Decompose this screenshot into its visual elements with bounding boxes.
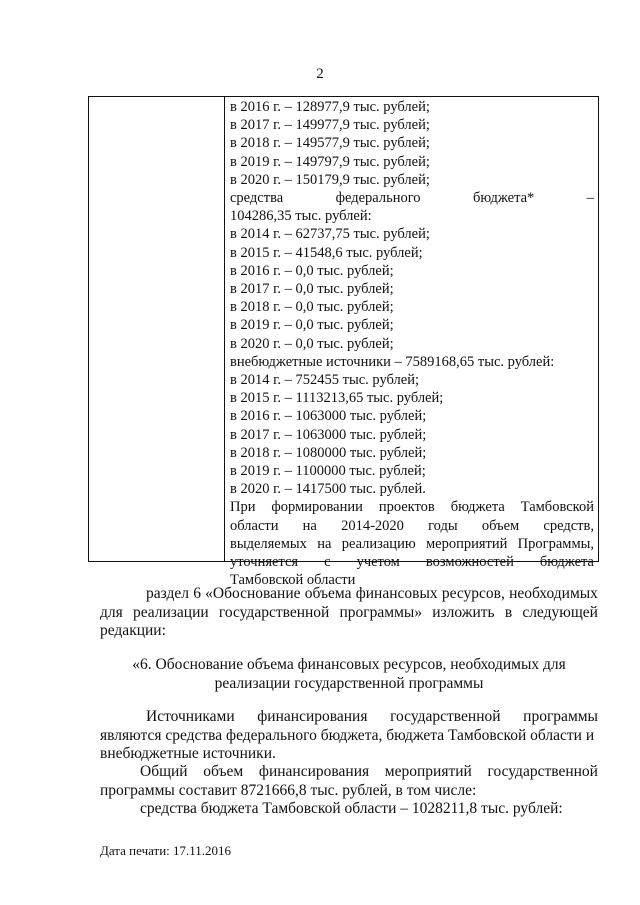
- word: ресурсов,: [441, 585, 505, 602]
- note-line: [230, 553, 594, 571]
- federal-year-line: в 2016 г. – 0,0 тыс. рублей;: [230, 262, 394, 279]
- section-intro-line-2: [100, 604, 598, 623]
- word: государственной: [487, 763, 598, 780]
- word: для: [100, 603, 123, 621]
- word: –: [586, 190, 594, 207]
- word: следующей: [522, 603, 598, 621]
- federal-years-list: [230, 225, 594, 352]
- section-heading-line-2: реализации государственной программы: [214, 674, 484, 692]
- word: 6: [193, 585, 201, 602]
- note-line: [230, 535, 594, 553]
- funding-lines-top: [230, 98, 594, 189]
- extrabudget-year-line: в 2016 г. – 1063000 тыс. рублей;: [230, 408, 427, 425]
- word: реализацию: [341, 535, 416, 552]
- budget-note-last-line: Тамбовской области: [230, 572, 356, 589]
- table-right-column: [226, 97, 598, 589]
- word: финансирования: [257, 708, 368, 725]
- word: государственной: [390, 708, 501, 725]
- federal-budget-label: [230, 189, 594, 207]
- word: учетом: [356, 554, 400, 571]
- word: изложить: [432, 603, 495, 621]
- word: Источниками: [146, 708, 235, 725]
- word: с: [324, 554, 331, 571]
- word: выделяемых: [230, 535, 307, 552]
- extrabudget-year-line: в 2015 г. – 1113213,65 тыс. рублей;: [230, 390, 444, 407]
- word: средств,: [543, 517, 594, 534]
- funding-year-line: в 2017 г. – 149977,9 тыс. рублей;: [230, 117, 430, 134]
- section-intro-line-3: редакции:: [100, 622, 166, 639]
- body-p1-line-1: [100, 708, 598, 727]
- funding-year-line: в 2020 г. – 150179,9 тыс. рублей;: [230, 171, 430, 188]
- federal-budget-total: 104286,35 тыс. рублей:: [230, 208, 372, 225]
- word: Тамбовской: [520, 499, 594, 516]
- extrabudget-total: внебюджетные источники – 7589168,65 тыс. рублей:: [230, 353, 555, 370]
- word: на: [317, 535, 332, 552]
- word: 2014-2020: [341, 517, 404, 534]
- word: формировании: [271, 499, 363, 516]
- extrabudget-year-line: в 2020 г. – 1417500 тыс. рублей.: [230, 481, 426, 498]
- page-number: 2: [316, 66, 324, 82]
- body-p3-line-1: средства бюджета Тамбовской области – 1028211,8 тыс. рублей:: [140, 800, 563, 817]
- word: программы: [523, 708, 598, 725]
- federal-year-line: в 2017 г. – 0,0 тыс. рублей;: [230, 281, 394, 298]
- extrabudget-year-line: в 2018 г. – 1080000 тыс. рублей;: [230, 444, 427, 461]
- word: возможностей: [425, 554, 514, 571]
- word: области: [230, 517, 279, 534]
- federal-year-line: в 2014 г. – 62737,75 тыс. рублей;: [230, 226, 430, 243]
- word: необходимых: [509, 585, 598, 602]
- body-p2-line-2: программы составит 8721666,8 тыс. рублей, в том числе:: [100, 781, 477, 799]
- federal-year-line: в 2020 г. – 0,0 тыс. рублей;: [230, 335, 394, 352]
- section-heading-line-1: «6. Обоснование объема финансовых ресурсов, необходимых для: [132, 656, 566, 673]
- body-p2-line-1: [100, 763, 598, 782]
- word: средства: [230, 190, 284, 207]
- word: Программы,: [517, 535, 594, 552]
- body-paragraph-sources: [100, 708, 598, 764]
- body-p1-line-2: являются средства федерального бюджета, бюджета Тамбовской области и: [100, 726, 595, 744]
- print-date: Дата печати: 17.11.2016: [100, 843, 232, 858]
- word: на: [302, 517, 317, 534]
- word: программы»: [339, 603, 423, 621]
- body-paragraph-total: [100, 763, 598, 819]
- word: «Обоснование: [205, 585, 301, 602]
- word: объем: [481, 517, 520, 534]
- extrabudget-year-line: в 2019 г. – 1100000 тыс. рублей;: [230, 463, 426, 480]
- funding-table: [88, 96, 599, 589]
- word: объем: [203, 763, 244, 780]
- word: бюджета*: [472, 190, 535, 207]
- word: Общий: [140, 763, 188, 780]
- word: раздел: [146, 585, 189, 602]
- federal-year-line: в 2019 г. – 0,0 тыс. рублей;: [230, 317, 394, 334]
- extrabudget-years-list: [230, 371, 594, 498]
- word: бюджета: [450, 499, 505, 516]
- table-left-column: [89, 97, 225, 561]
- word: проектов: [378, 499, 435, 516]
- federal-year-line: в 2015 г. – 41548,6 тыс. рублей;: [230, 244, 423, 261]
- note-line: [230, 498, 594, 516]
- word: федерального: [335, 190, 421, 207]
- word: финансовых: [355, 585, 438, 602]
- word: реализации: [132, 603, 209, 621]
- funding-year-line: в 2018 г. – 149577,9 тыс. рублей;: [230, 135, 430, 152]
- word: финансирования: [258, 763, 370, 780]
- word: в: [504, 603, 513, 621]
- body-p1-line-3: внебюджетные источники.: [100, 745, 276, 762]
- word: уточняется: [230, 554, 299, 571]
- word: мероприятий: [425, 535, 508, 552]
- budget-note: [230, 498, 594, 571]
- word: При: [230, 499, 256, 516]
- extrabudget-year-line: в 2017 г. – 1063000 тыс. рублей;: [230, 426, 427, 443]
- word: объема: [304, 585, 352, 602]
- federal-year-line: в 2018 г. – 0,0 тыс. рублей;: [230, 299, 394, 316]
- word: государственной: [218, 603, 330, 621]
- section-intro: [100, 585, 598, 641]
- funding-year-line: в 2016 г. – 128977,9 тыс. рублей;: [230, 99, 430, 115]
- section-heading: [100, 656, 598, 693]
- word: мероприятий: [384, 763, 472, 780]
- word: бюджета: [539, 554, 594, 571]
- section-intro-line-1: [100, 585, 598, 604]
- word: годы: [428, 517, 458, 534]
- note-line: [230, 517, 594, 535]
- funding-year-line: в 2019 г. – 149797,9 тыс. рублей;: [230, 153, 430, 170]
- extrabudget-year-line: в 2014 г. – 752455 тыс. рублей;: [230, 372, 420, 389]
